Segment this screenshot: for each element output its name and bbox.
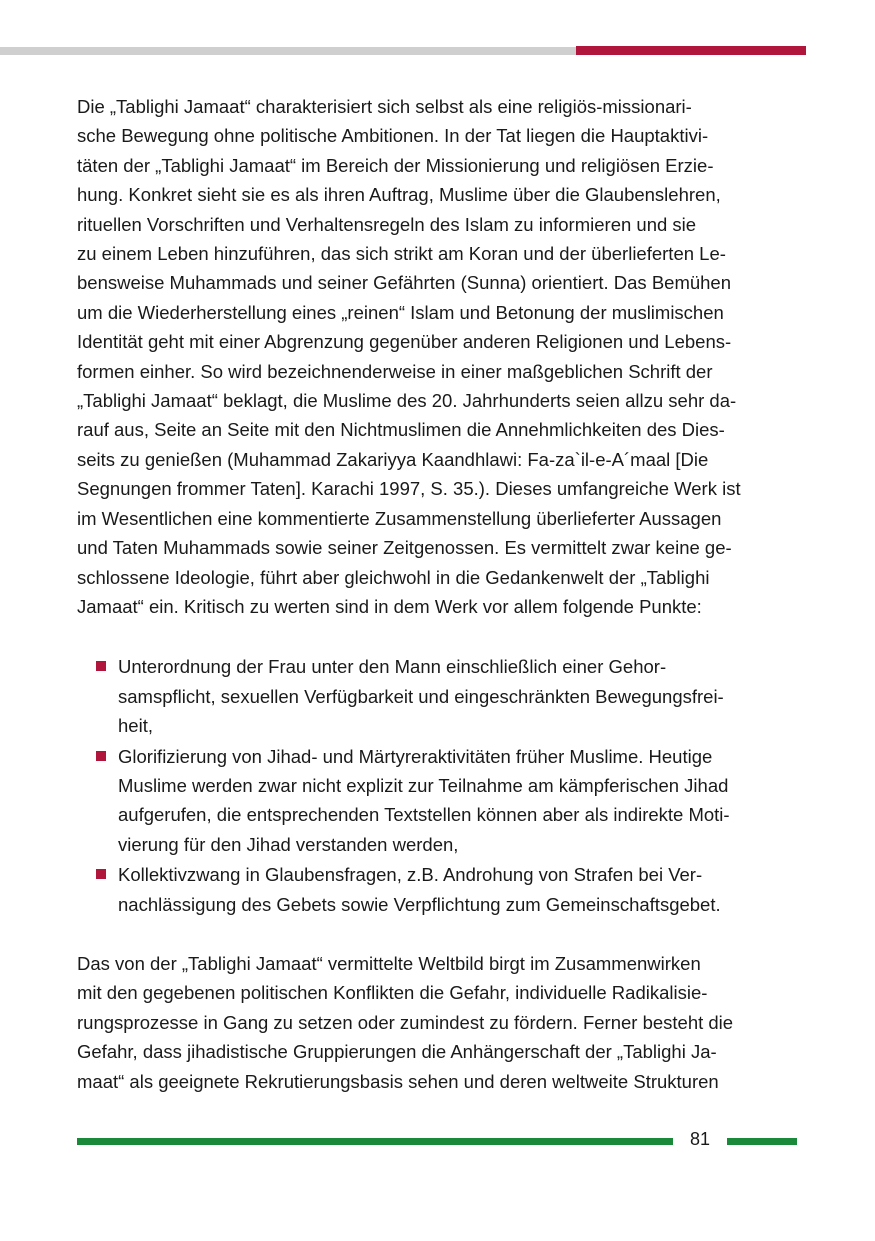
text-line: heit, <box>118 715 153 737</box>
header-rule-gray <box>0 47 576 55</box>
footer-rule-left <box>77 1138 673 1145</box>
page-number: 81 <box>689 1129 711 1149</box>
list-item <box>77 652 799 740</box>
text-line: schlossene Ideologie, führt aber gleichwohl in die Gedankenwelt der „Tablighi <box>77 566 710 588</box>
text-line: Identität geht mit einer Abgrenzung gegenüber anderen Religionen und Lebens- <box>77 331 732 353</box>
criticism-list <box>77 652 799 919</box>
text-line: und Taten Muhammads sowie seiner Zeitgenossen. Es vermittelt zwar keine ge- <box>77 537 732 559</box>
text-line: „Tablighi Jamaat“ beklagt, die Muslime des 20. Jahrhunderts seien allzu sehr da- <box>77 390 737 412</box>
text-line: Gefahr, dass jihadistische Gruppierungen die Anhängerschaft der „Tablighi Ja- <box>77 1041 717 1063</box>
text-line: täten der „Tablighi Jamaat“ im Bereich der Missionierung und religiösen Erzie- <box>77 154 714 176</box>
text-line: rungsprozesse in Gang zu setzen oder zumindest zu fördern. Ferner besteht die <box>77 1011 734 1033</box>
text-line: seits zu genießen (Muhammad Zakariyya Kaandhlawi: Fa-za`il-e-A´maal [Die <box>77 448 709 470</box>
text-line: um die Wiederherstellung eines „reinen“ Islam und Betonung der muslimischen <box>77 301 724 323</box>
text-line: Kollektivzwang in Glaubensfragen, z.B. Androhung von Strafen bei Ver- <box>118 864 703 886</box>
text-line: samspflicht, sexuellen Verfügbarkeit und eingeschränkten Bewegungsfrei- <box>118 685 724 707</box>
text-line: rituellen Vorschriften und Verhaltensregeln des Islam zu informieren und sie <box>77 213 697 235</box>
text-line: zu einem Leben hinzuführen, das sich strikt am Koran und der überlieferten Le- <box>77 243 726 265</box>
paragraph-intro <box>77 92 799 621</box>
paragraph-conclusion <box>77 949 799 1096</box>
text-line: vierung für den Jihad verstanden werden, <box>118 833 459 855</box>
list-item <box>77 860 799 919</box>
text-line: mit den gegebenen politischen Konflikten die Gefahr, individuelle Radikalisie- <box>77 982 708 1004</box>
text-line: Glorifizierung von Jihad- und Märtyreraktivitäten früher Muslime. Heutige <box>118 745 713 767</box>
text-line: hung. Konkret sieht sie es als ihren Auftrag, Muslime über die Glaubenslehren, <box>77 184 721 206</box>
square-bullet-icon <box>96 661 106 671</box>
text-line: aufgerufen, die entsprechenden Textstellen können aber als indirekte Moti- <box>118 804 730 826</box>
text-line: maat“ als geeignete Rekrutierungsbasis sehen und deren weltweite Strukturen <box>77 1070 719 1092</box>
text-line: im Wesentlichen eine kommentierte Zusammenstellung überlieferter Aussagen <box>77 507 722 529</box>
text-line: Das von der „Tablighi Jamaat“ vermittelte Weltbild birgt im Zusammenwirken <box>77 952 701 974</box>
text-line: Muslime werden zwar nicht explizit zur Teilnahme am kämpferischen Jihad <box>118 774 729 796</box>
list-item <box>77 742 799 860</box>
square-bullet-icon <box>96 751 106 761</box>
text-line: Segnungen frommer Taten]. Karachi 1997, S. 35.). Dieses umfangreiche Werk ist <box>77 478 741 500</box>
text-line: rauf aus, Seite an Seite mit den Nichtmuslimen die Annehmlichkeiten des Dies- <box>77 419 725 441</box>
text-line: Jamaat“ ein. Kritisch zu werten sind in dem Werk vor allem folgende Punkte: <box>77 595 702 617</box>
text-line: Unterordnung der Frau unter den Mann einschließlich einer Gehor- <box>118 656 667 678</box>
text-line: nachlässigung des Gebets sowie Verpflichtung zum Gemeinschaftsgebet. <box>118 893 721 915</box>
page-body <box>77 92 799 1096</box>
text-line: bensweise Muhammads und seiner Gefährten (Sunna) orientiert. Das Bemühen <box>77 272 732 294</box>
text-line: Die „Tablighi Jamaat“ charakterisiert sich selbst als eine religiös-missionari- <box>77 96 692 117</box>
header-rule-red <box>576 46 806 55</box>
footer-rule-right <box>727 1138 797 1145</box>
square-bullet-icon <box>96 869 106 879</box>
text-line: sche Bewegung ohne politische Ambitionen. In der Tat liegen die Hauptaktivi- <box>77 125 709 147</box>
text-line: formen einher. So wird bezeichnenderweise in einer maßgeblichen Schrift der <box>77 360 713 382</box>
